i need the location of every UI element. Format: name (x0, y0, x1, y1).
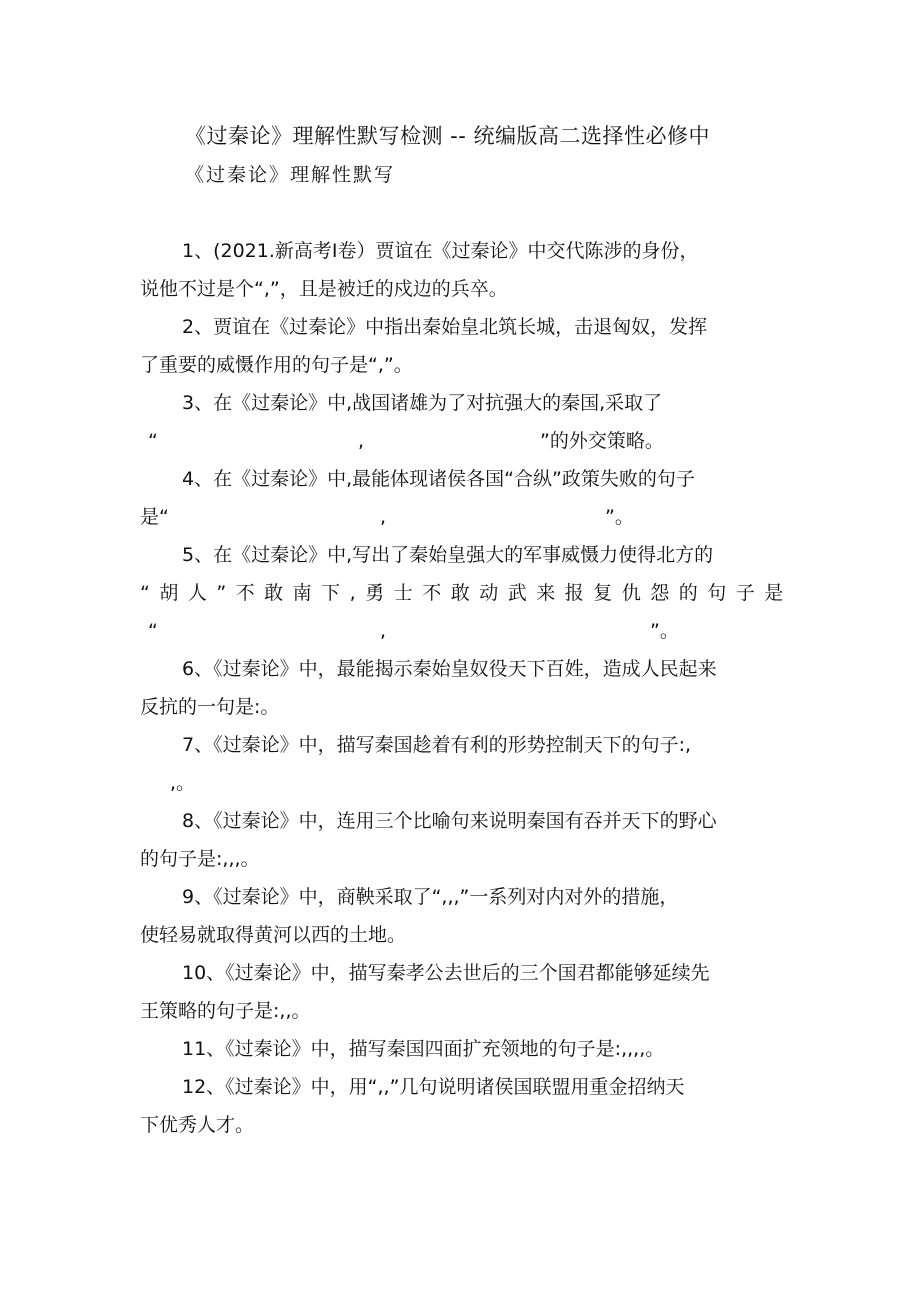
question-text: 7、《过秦论》中，描写秦国趁着有利的形势控制天下的句子:, (182, 734, 692, 756)
question-text: 使轻易就取得黄河以西的土地。 (140, 924, 407, 946)
question-7 (140, 726, 782, 802)
question-text: 2、贾谊在《过秦论》中指出秦始皇北筑长城，击退匈奴，发挥 (182, 316, 708, 338)
question-text: 10、《过秦论》中，描写秦孝公去世后的三个国君都能够延续先 (182, 962, 710, 984)
answer-blank-line (140, 422, 782, 460)
question-list (140, 232, 793, 1144)
question-1 (140, 232, 782, 308)
question-text: 了重要的威慑作用的句子是“,”。 (140, 354, 413, 376)
blank-comma: , (380, 620, 387, 642)
question-2 (140, 308, 782, 384)
open-quote: “ (148, 620, 158, 642)
question-10 (140, 954, 782, 1030)
question-text: 反抗的一句是:。 (140, 696, 280, 718)
question-text: 6、《过秦论》中，最能揭示秦始皇奴役天下百姓，造成人民起来 (182, 658, 717, 680)
question-text: 的句子是:,,,。 (140, 848, 260, 870)
question-3 (140, 384, 782, 460)
answer-blank-line (140, 612, 782, 650)
open-quote: 是“ (140, 506, 169, 528)
question-text: 下优秀人才。 (140, 1114, 255, 1136)
question-5 (140, 536, 793, 650)
question-6 (140, 650, 782, 726)
open-quote: “ (148, 430, 158, 452)
question-text: 1、(2021.新高考Ⅰ卷）贾谊在《过秦论》中交代陈涉的身份， (182, 240, 699, 262)
question-text: 5、在《过秦论》中,写出了秦始皇强大的军事威慑力使得北方的 (182, 544, 714, 566)
question-text: 8、《过秦论》中，连用三个比喻句来说明秦国有吞并天下的野心 (182, 810, 717, 832)
question-11 (140, 1030, 782, 1068)
question-text: 4、在《过秦论》中,最能体现诸侯各国“合纵”政策失败的句子 (182, 468, 695, 490)
question-text: 11、《过秦论》中，描写秦国四面扩充领地的句子是:,,,,。 (182, 1038, 665, 1060)
question-8 (140, 802, 782, 878)
blank-close: ”。 (650, 620, 679, 642)
question-4 (140, 460, 782, 536)
question-9 (140, 878, 782, 954)
question-text: “胡人”不敢南下,勇士不敢动武来报复仇怨的句子是 (140, 582, 793, 604)
blank-close: ”的外交策略。 (540, 430, 664, 452)
question-12 (140, 1068, 782, 1144)
blank-comma: , (358, 430, 365, 452)
question-text: 9、《过秦论》中，商鞅采取了“,,,”一系列对内对外的措施， (182, 886, 679, 908)
document-title: 《过秦论》理解性默写检测 -- 统编版高二选择性必修中 (185, 124, 711, 148)
question-text: 12、《过秦论》中，用“,,”几句说明诸侯国联盟用重金招纳天 (182, 1076, 685, 1098)
question-text: 说他不过是个“,”，且是被迁的戍边的兵卒。 (140, 278, 508, 300)
question-text: 王策略的句子是:,,。 (140, 1000, 311, 1022)
blank-comma: , (380, 506, 387, 528)
answer-blank-line (140, 498, 782, 536)
question-text: 3、在《过秦论》中,战国诸雄为了对抗强大的秦国,采取了 (182, 392, 663, 414)
question-text: ,。 (170, 772, 196, 794)
blank-close: ”。 (605, 506, 634, 528)
document-subtitle: 《过秦论》理解性默写 (185, 164, 396, 186)
